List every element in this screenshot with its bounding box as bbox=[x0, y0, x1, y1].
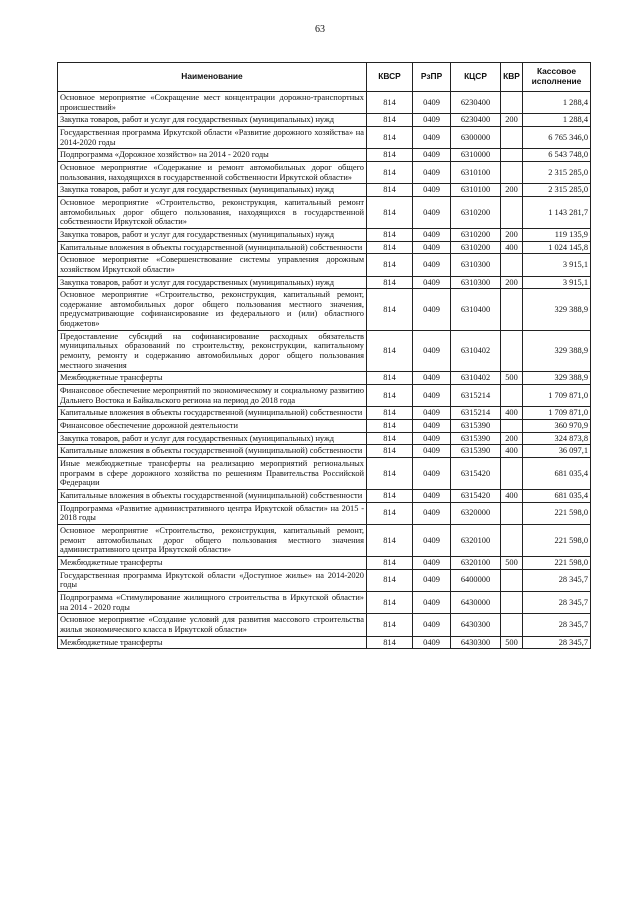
row-kvr: 500 bbox=[501, 636, 523, 649]
row-kcsr: 6230400 bbox=[451, 92, 501, 114]
row-amount: 2 315 285,0 bbox=[523, 161, 591, 183]
row-kvsr: 814 bbox=[367, 502, 413, 524]
row-amount: 28 345,7 bbox=[523, 614, 591, 636]
row-rzpr: 0409 bbox=[413, 92, 451, 114]
row-kvr bbox=[501, 502, 523, 524]
table-row bbox=[58, 636, 591, 649]
row-name: Закупка товаров, работ и услуг для государственных (муниципальных) нужд bbox=[58, 432, 367, 445]
row-rzpr: 0409 bbox=[413, 184, 451, 197]
row-name: Капитальные вложения в объекты государственной (муниципальной) собственности bbox=[58, 241, 367, 254]
row-amount: 28 345,7 bbox=[523, 591, 591, 613]
table-row bbox=[58, 149, 591, 162]
row-amount: 3 915,1 bbox=[523, 254, 591, 276]
header-rzpr: РзПР bbox=[413, 63, 451, 92]
header-kvr: КВР bbox=[501, 63, 523, 92]
row-kvsr: 814 bbox=[367, 126, 413, 148]
budget-execution-table bbox=[57, 62, 591, 649]
row-kcsr: 6315390 bbox=[451, 420, 501, 433]
row-rzpr: 0409 bbox=[413, 114, 451, 127]
row-amount: 1 709 871,0 bbox=[523, 385, 591, 407]
row-name: Межбюджетные трансферты bbox=[58, 372, 367, 385]
row-kvsr: 814 bbox=[367, 489, 413, 502]
table-body bbox=[58, 92, 591, 649]
row-name: Основное мероприятие «Сокращение мест концентрации дорожно-транспортных происшествий» bbox=[58, 92, 367, 114]
row-kvr bbox=[501, 92, 523, 114]
row-kvr bbox=[501, 458, 523, 490]
row-kvr: 400 bbox=[501, 489, 523, 502]
row-kvr bbox=[501, 161, 523, 183]
row-kvr bbox=[501, 569, 523, 591]
row-name: Закупка товаров, работ и услуг для государственных (муниципальных) нужд bbox=[58, 184, 367, 197]
row-kvr: 400 bbox=[501, 407, 523, 420]
row-kvsr: 814 bbox=[367, 407, 413, 420]
table-row bbox=[58, 524, 591, 556]
table-row bbox=[58, 289, 591, 331]
row-kcsr: 6230400 bbox=[451, 114, 501, 127]
row-amount: 681 035,4 bbox=[523, 458, 591, 490]
row-name: Основное мероприятие «Строительство, реконструкция, капитальный ремонт, ремонт автомобильных дорог общего пользования местного значения административного центра Иркутской области» bbox=[58, 524, 367, 556]
row-kvsr: 814 bbox=[367, 432, 413, 445]
row-kcsr: 6430000 bbox=[451, 591, 501, 613]
row-rzpr: 0409 bbox=[413, 407, 451, 420]
row-kvr bbox=[501, 289, 523, 331]
row-rzpr: 0409 bbox=[413, 614, 451, 636]
row-rzpr: 0409 bbox=[413, 149, 451, 162]
row-kvr bbox=[501, 126, 523, 148]
row-rzpr: 0409 bbox=[413, 502, 451, 524]
row-name: Основное мероприятие «Содержание и ремонт автомобильных дорог общего пользования, находящихся в государственной собственности Иркутской области» bbox=[58, 161, 367, 183]
table-row bbox=[58, 420, 591, 433]
row-amount: 329 388,9 bbox=[523, 372, 591, 385]
row-kvsr: 814 bbox=[367, 161, 413, 183]
row-amount: 1 288,4 bbox=[523, 92, 591, 114]
row-kvsr: 814 bbox=[367, 241, 413, 254]
row-rzpr: 0409 bbox=[413, 241, 451, 254]
row-kvsr: 814 bbox=[367, 276, 413, 289]
page-number: 63 bbox=[315, 24, 325, 35]
row-kvr: 200 bbox=[501, 114, 523, 127]
row-name: Подпрограмма «Стимулирование жилищного строительства в Иркутской области» на 2014 - 2020 годы bbox=[58, 591, 367, 613]
table-row bbox=[58, 502, 591, 524]
table-row bbox=[58, 445, 591, 458]
row-kcsr: 6430300 bbox=[451, 636, 501, 649]
row-kvr bbox=[501, 524, 523, 556]
table-row bbox=[58, 458, 591, 490]
table-row bbox=[58, 591, 591, 613]
row-kvsr: 814 bbox=[367, 385, 413, 407]
row-kvr bbox=[501, 196, 523, 228]
row-rzpr: 0409 bbox=[413, 254, 451, 276]
table-row bbox=[58, 489, 591, 502]
row-amount: 324 873,8 bbox=[523, 432, 591, 445]
table-header-row bbox=[58, 63, 591, 92]
row-name: Закупка товаров, работ и услуг для государственных (муниципальных) нужд bbox=[58, 228, 367, 241]
row-amount: 28 345,7 bbox=[523, 569, 591, 591]
row-kcsr: 6310402 bbox=[451, 330, 501, 372]
row-kvr bbox=[501, 149, 523, 162]
row-kvr: 200 bbox=[501, 276, 523, 289]
table-row bbox=[58, 276, 591, 289]
row-kvr bbox=[501, 591, 523, 613]
table-row bbox=[58, 114, 591, 127]
row-kcsr: 6320000 bbox=[451, 502, 501, 524]
row-amount: 1 143 281,7 bbox=[523, 196, 591, 228]
row-kvr: 400 bbox=[501, 445, 523, 458]
row-amount: 6 543 748,0 bbox=[523, 149, 591, 162]
row-name: Основное мероприятие «Строительство, реконструкция, капитальный ремонт, содержание автомобильных дорог общего пользования местного значения, предусматривающие софинансирование из федерального и (или) областного бюджетов» bbox=[58, 289, 367, 331]
row-kvsr: 814 bbox=[367, 196, 413, 228]
row-rzpr: 0409 bbox=[413, 385, 451, 407]
row-kcsr: 6310400 bbox=[451, 289, 501, 331]
row-kcsr: 6310300 bbox=[451, 276, 501, 289]
table-row bbox=[58, 614, 591, 636]
row-amount: 329 388,9 bbox=[523, 330, 591, 372]
row-name: Финансовое обеспечение мероприятий по экономическому и социальному развитию Дальнего Востока и Байкальского региона на период до 2018 года bbox=[58, 385, 367, 407]
row-name: Капитальные вложения в объекты государственной (муниципальной) собственности bbox=[58, 489, 367, 502]
row-kvsr: 814 bbox=[367, 636, 413, 649]
table-row bbox=[58, 126, 591, 148]
row-rzpr: 0409 bbox=[413, 458, 451, 490]
row-name: Иные межбюджетные трансферты на реализацию мероприятий региональных программ в сфере дорожного хозяйства по решениям Правительства Российской Федерации bbox=[58, 458, 367, 490]
row-kcsr: 6315420 bbox=[451, 458, 501, 490]
row-kvr bbox=[501, 254, 523, 276]
header-amount: Кассовое исполнение bbox=[523, 63, 591, 92]
row-amount: 1 288,4 bbox=[523, 114, 591, 127]
row-name: Капитальные вложения в объекты государственной (муниципальной) собственности bbox=[58, 407, 367, 420]
row-name: Основное мероприятие «Совершенствование системы управления дорожным хозяйством Иркутской области» bbox=[58, 254, 367, 276]
row-name: Межбюджетные трансферты bbox=[58, 636, 367, 649]
table-row bbox=[58, 407, 591, 420]
row-kcsr: 6315420 bbox=[451, 489, 501, 502]
row-amount: 221 598,0 bbox=[523, 502, 591, 524]
row-kvr bbox=[501, 385, 523, 407]
row-name: Межбюджетные трансферты bbox=[58, 556, 367, 569]
row-kcsr: 6430300 bbox=[451, 614, 501, 636]
row-kvr: 500 bbox=[501, 372, 523, 385]
table-row bbox=[58, 385, 591, 407]
table-row bbox=[58, 372, 591, 385]
row-kcsr: 6320100 bbox=[451, 524, 501, 556]
row-kcsr: 6310300 bbox=[451, 254, 501, 276]
row-amount: 329 388,9 bbox=[523, 289, 591, 331]
row-kvsr: 814 bbox=[367, 184, 413, 197]
row-amount: 6 765 346,0 bbox=[523, 126, 591, 148]
row-rzpr: 0409 bbox=[413, 289, 451, 331]
row-rzpr: 0409 bbox=[413, 432, 451, 445]
row-kcsr: 6315214 bbox=[451, 385, 501, 407]
row-name: Государственная программа Иркутской области «Доступное жилье» на 2014-2020 годы bbox=[58, 569, 367, 591]
row-kvr bbox=[501, 614, 523, 636]
table-row bbox=[58, 161, 591, 183]
row-kvsr: 814 bbox=[367, 420, 413, 433]
row-rzpr: 0409 bbox=[413, 228, 451, 241]
row-kvsr: 814 bbox=[367, 614, 413, 636]
row-kvsr: 814 bbox=[367, 556, 413, 569]
row-kcsr: 6315390 bbox=[451, 432, 501, 445]
row-amount: 681 035,4 bbox=[523, 489, 591, 502]
row-kvsr: 814 bbox=[367, 372, 413, 385]
row-kcsr: 6320100 bbox=[451, 556, 501, 569]
row-rzpr: 0409 bbox=[413, 126, 451, 148]
row-amount: 119 135,9 bbox=[523, 228, 591, 241]
table-row bbox=[58, 92, 591, 114]
table-row bbox=[58, 184, 591, 197]
table-row bbox=[58, 228, 591, 241]
row-kvr: 200 bbox=[501, 432, 523, 445]
row-rzpr: 0409 bbox=[413, 420, 451, 433]
row-rzpr: 0409 bbox=[413, 276, 451, 289]
table-row bbox=[58, 556, 591, 569]
row-amount: 360 970,9 bbox=[523, 420, 591, 433]
row-kcsr: 6315214 bbox=[451, 407, 501, 420]
row-kvsr: 814 bbox=[367, 92, 413, 114]
row-kvr: 200 bbox=[501, 184, 523, 197]
row-kcsr: 6310200 bbox=[451, 228, 501, 241]
row-kvsr: 814 bbox=[367, 228, 413, 241]
table-row bbox=[58, 241, 591, 254]
row-kvsr: 814 bbox=[367, 289, 413, 331]
row-rzpr: 0409 bbox=[413, 161, 451, 183]
row-name: Финансовое обеспечение дорожной деятельности bbox=[58, 420, 367, 433]
row-kvr bbox=[501, 330, 523, 372]
row-kvr: 200 bbox=[501, 228, 523, 241]
row-kvsr: 814 bbox=[367, 330, 413, 372]
row-amount: 2 315 285,0 bbox=[523, 184, 591, 197]
row-kcsr: 6400000 bbox=[451, 569, 501, 591]
row-amount: 1 709 871,0 bbox=[523, 407, 591, 420]
row-kcsr: 6310200 bbox=[451, 241, 501, 254]
row-rzpr: 0409 bbox=[413, 524, 451, 556]
row-name: Предоставление субсидий на софинансирование расходных обязательств муниципальных образований по строительству, реконструкции, капитальному ремонту, ремонту и содержанию автомобильных дорог общего пользования местного значения bbox=[58, 330, 367, 372]
row-name: Подпрограмма «Развитие административного центра Иркутской области» на 2015 - 2018 годы bbox=[58, 502, 367, 524]
table-row bbox=[58, 196, 591, 228]
row-rzpr: 0409 bbox=[413, 330, 451, 372]
row-kvsr: 814 bbox=[367, 445, 413, 458]
row-rzpr: 0409 bbox=[413, 196, 451, 228]
row-kcsr: 6310000 bbox=[451, 149, 501, 162]
row-kvr: 500 bbox=[501, 556, 523, 569]
row-rzpr: 0409 bbox=[413, 489, 451, 502]
row-amount: 1 024 145,8 bbox=[523, 241, 591, 254]
table-row bbox=[58, 254, 591, 276]
row-name: Подпрограмма «Дорожное хозяйство» на 2014 - 2020 годы bbox=[58, 149, 367, 162]
row-name: Государственная программа Иркутской области «Развитие дорожного хозяйства» на 2014-2020 годы bbox=[58, 126, 367, 148]
row-kcsr: 6310402 bbox=[451, 372, 501, 385]
header-kcsr: КЦСР bbox=[451, 63, 501, 92]
row-kvsr: 814 bbox=[367, 149, 413, 162]
row-rzpr: 0409 bbox=[413, 636, 451, 649]
row-amount: 221 598,0 bbox=[523, 556, 591, 569]
table-row bbox=[58, 432, 591, 445]
row-amount: 3 915,1 bbox=[523, 276, 591, 289]
row-kvr: 400 bbox=[501, 241, 523, 254]
row-amount: 28 345,7 bbox=[523, 636, 591, 649]
header-name: Наименование bbox=[58, 63, 367, 92]
row-rzpr: 0409 bbox=[413, 556, 451, 569]
table-row bbox=[58, 569, 591, 591]
header-kvsr: КВСР bbox=[367, 63, 413, 92]
row-name: Закупка товаров, работ и услуг для государственных (муниципальных) нужд bbox=[58, 276, 367, 289]
row-rzpr: 0409 bbox=[413, 591, 451, 613]
row-name: Основное мероприятие «Строительство, реконструкция, капитальный ремонт автомобильных дорог общего пользования, находящихся в государственной собственности Иркутской области» bbox=[58, 196, 367, 228]
row-kvr bbox=[501, 420, 523, 433]
row-kvsr: 814 bbox=[367, 591, 413, 613]
row-kcsr: 6310100 bbox=[451, 184, 501, 197]
row-rzpr: 0409 bbox=[413, 569, 451, 591]
row-kcsr: 6300000 bbox=[451, 126, 501, 148]
row-rzpr: 0409 bbox=[413, 372, 451, 385]
row-rzpr: 0409 bbox=[413, 445, 451, 458]
row-amount: 36 097,1 bbox=[523, 445, 591, 458]
row-kcsr: 6310200 bbox=[451, 196, 501, 228]
row-kcsr: 6310100 bbox=[451, 161, 501, 183]
row-kvsr: 814 bbox=[367, 254, 413, 276]
row-kvsr: 814 bbox=[367, 569, 413, 591]
row-name: Основное мероприятие «Создание условий для развития массового строительства жилья экономического класса в Иркутской области» bbox=[58, 614, 367, 636]
row-kvsr: 814 bbox=[367, 458, 413, 490]
row-kvsr: 814 bbox=[367, 524, 413, 556]
row-name: Капитальные вложения в объекты государственной (муниципальной) собственности bbox=[58, 445, 367, 458]
table-row bbox=[58, 330, 591, 372]
row-kvsr: 814 bbox=[367, 114, 413, 127]
row-amount: 221 598,0 bbox=[523, 524, 591, 556]
row-kcsr: 6315390 bbox=[451, 445, 501, 458]
row-name: Закупка товаров, работ и услуг для государственных (муниципальных) нужд bbox=[58, 114, 367, 127]
